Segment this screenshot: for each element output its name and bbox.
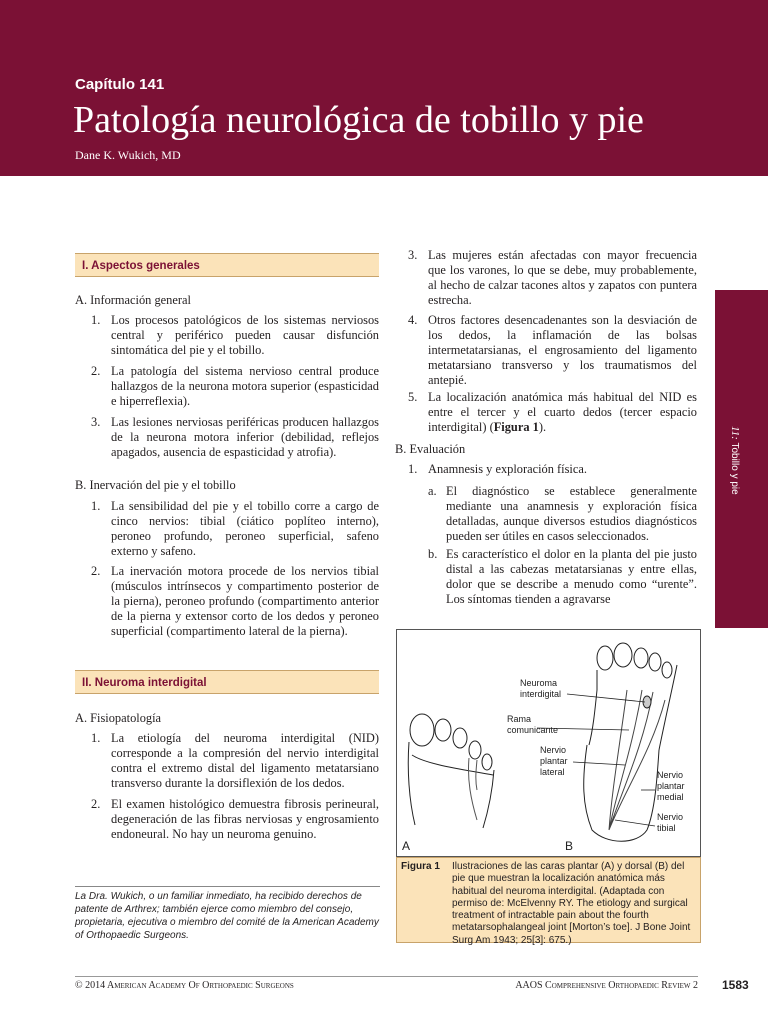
label-plantar-medial: Nervio (657, 770, 684, 780)
list-item: b. Es característico el dolor en la planta del pie justo distal a las cabezas metatarsianas y entre ellas, dolor que se describe a menudo como “urente”. Los síntomas tienden a agravarse (428, 547, 697, 606)
author: Dane K. Wukich, MD (75, 148, 181, 162)
list-item: 3. Las mujeres están afectadas con mayor frecuencia que los varones, lo que se debe, muy probablemente, al hecho de calzar tacones altos y zapatos con puntera estrecha. (408, 248, 697, 307)
footer-book-title: AAOS Comprehensive Orthopaedic Review 2 (515, 980, 698, 991)
chapter-number: Capítulo 141 (75, 76, 165, 93)
section-tab (715, 290, 768, 628)
section-heading-neuroma: II. Neuroma interdigital (75, 670, 379, 694)
list-item: a. El diagnóstico se establece generalmente mediante una anamnesis y exploración física detalladas, aunque diversos estudios diagnósticos pueden ser útiles en casos seleccionados. (428, 484, 697, 543)
list-item: 3. Las lesiones nerviosas periféricas producen hallazgos de la neurona motora inferior (debilidad, reflejos apagados, ausencia de espasticidad y atrofia). (91, 415, 379, 459)
section-tab-label: Tobillo y pie (729, 439, 740, 495)
figure-caption (396, 857, 701, 946)
subsection-label: A. Información general (75, 293, 191, 307)
subsection-label: B. Evaluación (395, 442, 466, 456)
list-item: 1. Anamnesis y exploración física. (408, 462, 587, 476)
list-item: 1. La sensibilidad del pie y el tobillo corre a cargo de cinco nervios: tibial (ciático poplíteo interno), peroneo profundo, peroneo superficial, safeno externo y safeno. (91, 499, 379, 558)
label-plantar-lateral-2: plantar (540, 756, 568, 766)
panel-label-a: A (402, 839, 411, 853)
list-item: 2. El examen histológico demuestra fibrosis perineural, degeneración de las fibras nerviosas y engrosamiento endoneural. No hay un neuroma genuino. (91, 797, 379, 841)
foot-illustration (397, 630, 700, 856)
list-item: 1. Los procesos patológicos de los sistemas nerviosos central y periférico pueden causar disfunción sintomática del pie y el tobillo. (91, 313, 379, 357)
label-neuroma: Neuroma (520, 678, 558, 688)
list-item: 2. La patología del sistema nervioso central produce hallazgos de la neurona motora superior (espasticidad e hiperreflexia). (91, 364, 379, 408)
label-tibial-2: tibial (657, 823, 676, 833)
page-number: 1583 (722, 978, 749, 992)
label-plantar-lateral: Nervio (540, 745, 567, 755)
disclosure-footnote: La Dra. Wukich, o un familiar inmediato, ha recibido derechos de patente de Arthrex; también ejerce como miembro del consejo, propietaria, ejecutiva o miembro del comité de la American Academy of Orthopaedic Surgeons. (75, 886, 380, 942)
list-item: 1. La etiología del neuroma interdigital (NID) corresponde a la compresión del nervio interdigital contra el extremo distal del ligamento metatarsiano transverso durante la dorsiflexión de los dedos. (91, 731, 379, 790)
label-plantar-medial-3: medial (657, 792, 684, 802)
label-plantar-medial-2: plantar (657, 781, 685, 791)
footer-rule (75, 976, 698, 977)
caption-text: Ilustraciones de las caras plantar (A) y dorsal (B) del pie que muestran la localización anatómica más habitual del neuroma interdigital. (Adaptada con permiso de: McElvenny RY. The etiology and surgical treatment of intractable pain about the fourth metatarsophalangeal joint [Morton’s toe]. J Bone Joint Surg Am 1943; 25[3]: 675.) (452, 861, 691, 946)
chapter-title: Patología neurológica de tobillo y pie (73, 99, 644, 141)
section-heading-aspectos: I. Aspectos generales (75, 253, 379, 277)
label-neuroma-2: interdigital (520, 689, 562, 699)
list-item: 2. La inervación motora procede de los nervios tibial (músculos intrínsecos y compartimento posterior de la pierna), peroneo profundo (compartimento anterior de la pierna y extensor corto de los dedos y peroneo superficial (compartimento lateral de la pierna). (91, 564, 379, 638)
chapter-header (0, 0, 768, 176)
footer-copyright: © 2014 American Academy Of Orthopaedic Surgeons (75, 980, 294, 991)
subsection-label: B. Inervación del pie y el tobillo (75, 478, 236, 492)
list-item: 5. La localización anatómica más habitual del NID es entre el tercer y el cuarto dedos (tercer espacio interdigital) (Figura 1). (408, 390, 697, 434)
panel-label-b: B (565, 839, 574, 853)
label-rama-2: comunicante (507, 725, 559, 735)
label-rama: Rama (507, 714, 532, 724)
label-tibial: Nervio (657, 812, 684, 822)
caption-label: Figura 1 (401, 861, 440, 872)
section-tab-number: 11: (729, 426, 741, 440)
figure-reference: Figura 1 (493, 420, 539, 434)
figure-1 (396, 629, 701, 857)
list-item: 4. Otros factores desencadenantes son la desviación de los dedos, la inflamación de las bolsas intermetatarsianas, el engrosamiento del ligamento metatarsiano transverso y los traumatismos del antepié. (408, 313, 697, 387)
label-plantar-lateral-3: lateral (540, 767, 565, 777)
subsection-label: A. Fisiopatología (75, 711, 162, 725)
